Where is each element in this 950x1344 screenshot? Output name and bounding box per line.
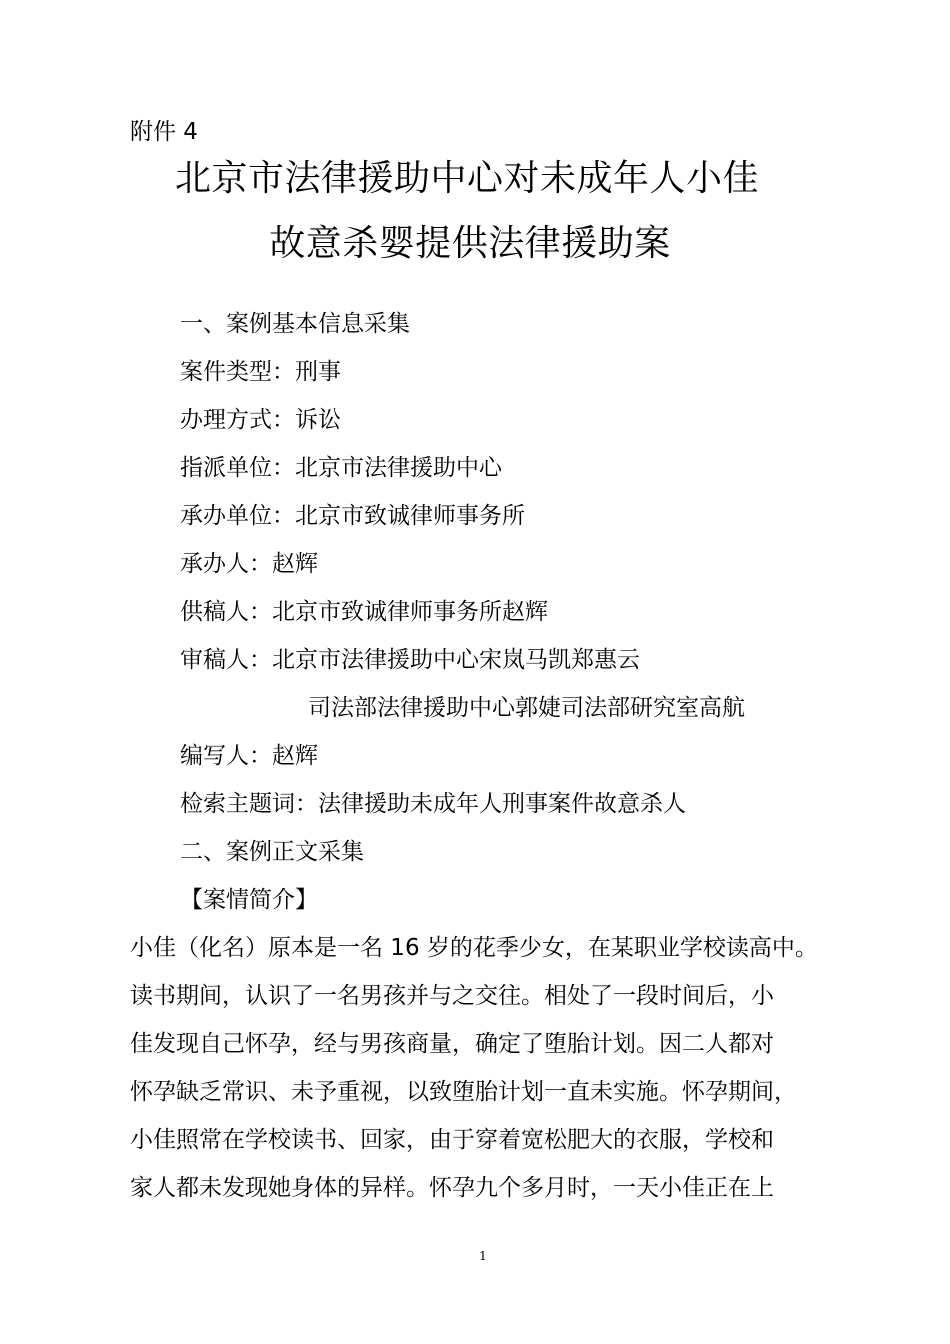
body-paragraph-line: 读书期间，认识了一名男孩并与之交往。相处了一段时间后，小 — [130, 983, 774, 1009]
section-heading-case-text: 二、案例正文采集 — [180, 839, 364, 865]
document-title-line-1: 北京市法律援助中心对未成年人小佳 — [174, 158, 759, 199]
page-number: 1 — [479, 1249, 487, 1263]
body-paragraph-line: 家人都未发现她身体的异样。怀孕九个多月时，一天小佳正在上 — [130, 1175, 774, 1201]
writer: 编写人：赵辉 — [180, 743, 318, 769]
case-type: 案件类型：刑事 — [180, 359, 341, 385]
contributor: 供稿人：北京市致诚律师事务所赵辉 — [180, 599, 548, 625]
section-heading-basic-info: 一、案例基本信息采集 — [180, 311, 410, 337]
keywords: 检索主题词：法律援助未成年人刑事案件故意杀人 — [180, 791, 686, 817]
body-paragraph-line: 小佳（化名）原本是一名 16 岁的花季少女，在某职业学校读高中。 — [130, 935, 818, 961]
body-paragraph-line: 佳发现自己怀孕，经与男孩商量，确定了堕胎计划。因二人都对 — [130, 1031, 774, 1057]
document-title-line-2: 故意杀婴提供法律援助案 — [269, 223, 671, 264]
assigning-unit: 指派单位：北京市法律援助中心 — [180, 455, 502, 481]
body-paragraph-line: 怀孕缺乏常识、未予重视，以致堕胎计划一直未实施。怀孕期间， — [130, 1079, 797, 1105]
attachment-label: 附件 4 — [130, 119, 198, 145]
reviewers-line-2: 司法部法律援助中心郭婕司法部研究室高航 — [308, 695, 745, 721]
body-paragraph-line: 小佳照常在学校读书、回家，由于穿着宽松肥大的衣服，学校和 — [130, 1127, 774, 1153]
undertaking-unit: 承办单位：北京市致诚律师事务所 — [180, 503, 525, 529]
undertaker: 承办人：赵辉 — [180, 551, 318, 577]
handling-method: 办理方式：诉讼 — [180, 407, 341, 433]
reviewers-line-1: 审稿人：北京市法律援助中心宋岚马凯郑惠云 — [180, 647, 640, 673]
case-summary-heading: 【案情简介】 — [180, 887, 318, 913]
